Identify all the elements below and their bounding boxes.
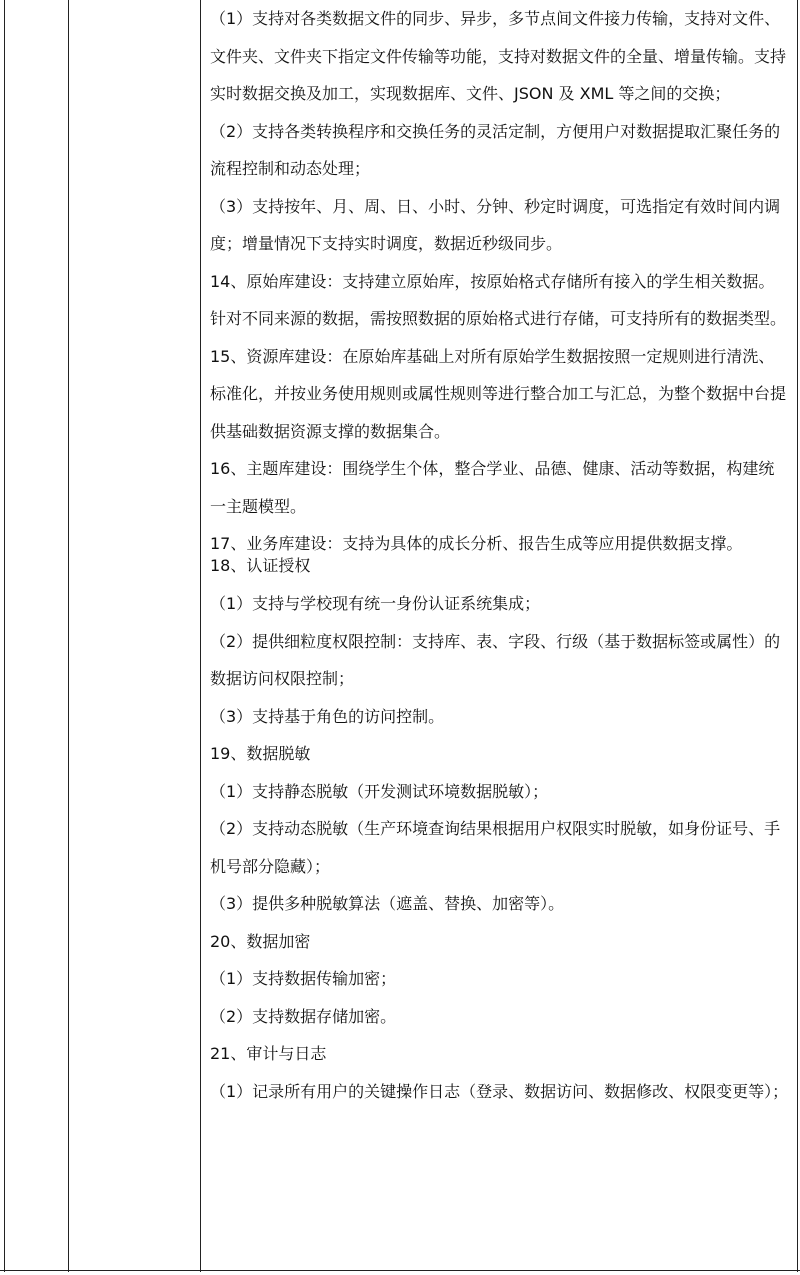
paragraph: （2）提供细粒度权限控制：支持库、表、字段、行级（基于数据标签或属性）的数据访问权限控制；	[210, 631, 781, 688]
paragraph: 15、资源库建设：在原始库基础上对所有原始学生数据按照一定规则进行清洗、标准化，并按业务使用规则或属性规则等进行整合加工与汇总，为整个数据中台提供基础数据资源支撑的数据集合。	[210, 346, 787, 441]
paragraph: 17、业务库建设：支持为具体的成长分析、报告生成等应用提供数据支撑。	[210, 534, 743, 553]
section-heading: 21、审计与日志	[210, 1044, 327, 1063]
paragraph: 14、原始库建设：支持建立原始库，按原始格式存储所有接入的学生相关数据。针对不同来源的数据，需按照数据的原始格式进行存储，可支持所有的数据类型。	[210, 271, 787, 328]
section-heading: 20、数据加密	[210, 931, 311, 951]
paragraph: （1）支持静态脱敏（开发测试环境数据脱敏）；	[210, 781, 549, 801]
content-cell	[210, 0, 790, 1110]
paragraph: （3）支持按年、月、周、日、小时、分钟、秒定时调度，可选指定有效时间内调度；增量情况下支持实时调度，数据近秒级同步。	[210, 196, 781, 253]
table-column-divider-2	[200, 0, 201, 1272]
paragraph: （3）支持基于角色的访问控制。	[210, 706, 445, 726]
paragraph: （2）支持数据存储加密。	[210, 1006, 397, 1026]
paragraph: 16、主题库建设：围绕学生个体，整合学业、品德、健康、活动等数据，构建统一主题模型。	[210, 459, 775, 516]
paragraph: （2）支持各类转换程序和交换任务的灵活定制，方便用户对数据提取汇聚任务的流程控制和动态处理；	[210, 121, 781, 178]
section-heading: 18、认证授权	[210, 556, 311, 575]
paragraph: （3）提供多种脱敏算法（遮盖、替换、加密等）。	[210, 894, 565, 913]
table-border-right	[797, 0, 798, 1272]
table-border-bottom	[0, 1270, 800, 1271]
paragraph: （1）支持数据传输加密；	[210, 969, 397, 988]
paragraph: （1）支持与学校现有统一身份认证系统集成；	[210, 594, 541, 613]
table-border-left	[4, 0, 5, 1272]
paragraph: （2）支持动态脱敏（生产环境查询结果根据用户权限实时脱敏，如身份证号、手机号部分隐藏）；	[210, 819, 781, 876]
table-column-divider-1	[68, 0, 69, 1272]
section-heading: 19、数据脱敏	[210, 744, 311, 763]
paragraph: （1）支持对各类数据文件的同步、异步，多节点间文件接力传输，支持对文件、文件夹、文件夹下指定文件传输等功能，支持对数据文件的全量、增量传输。支持实时数据交换及加工，实现数据库、文件、JSON 及 XML 等之间的交换；	[210, 9, 787, 103]
paragraph: （1）记录所有用户的关键操作日志（登录、数据访问、数据修改、权限变更等）；	[210, 1081, 789, 1101]
